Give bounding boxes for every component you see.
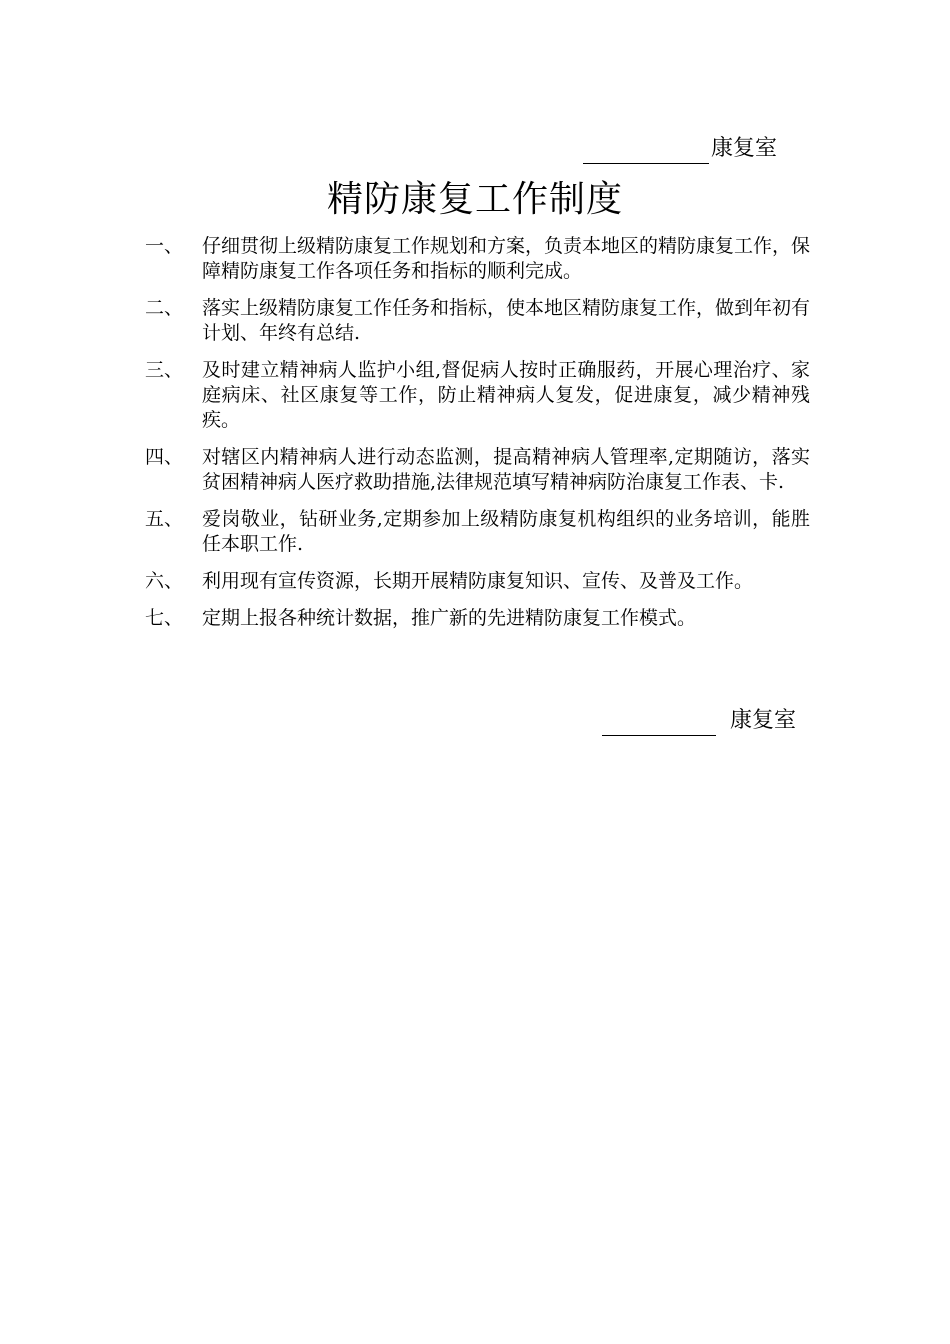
header-department [583,134,777,164]
rule-item [145,358,810,433]
header-blank-line [583,139,709,164]
rule-item [145,234,810,284]
rule-item [145,606,810,631]
rule-item [145,445,810,495]
rule-text: 爱岗敬业，钻研业务,定期参加上级精防康复机构组织的业务培训，能胜任本职工作. [202,508,810,555]
rule-number: 一、 [145,235,184,257]
document-title: 精防康复工作制度 [326,179,623,220]
rule-text: 利用现有宣传资源，长期开展精防康复知识、宣传、及普及工作。 [202,570,754,592]
rule-number: 二、 [145,297,184,319]
rule-item [145,507,810,557]
rule-item [145,296,810,346]
rule-item [145,569,810,594]
rule-number: 四、 [145,446,184,468]
rule-text: 定期上报各种统计数据，推广新的先进精防康复工作模式。 [202,607,697,629]
rule-number: 五、 [145,508,184,530]
rules-list [145,234,810,643]
header-department-label: 康复室 [711,136,778,161]
rule-text: 对辖区内精神病人进行动态监测，提高精神病人管理率,定期随访，落实贫困精神病人医疗救助措施,法律规范填写精神病防治康复工作表、卡. [202,446,810,493]
rule-number: 六、 [145,570,184,592]
footer-department-label: 康复室 [730,708,797,733]
rule-number: 三、 [145,359,184,381]
rule-number: 七、 [145,607,184,629]
rule-text: 落实上级精防康复工作任务和指标，使本地区精防康复工作，做到年初有计划、年终有总结. [202,297,811,344]
footer-blank-line [602,711,716,736]
rule-text: 仔细贯彻上级精防康复工作规划和方案，负责本地区的精防康复工作，保障精防康复工作各项任务和指标的顺利完成。 [202,235,811,282]
footer-department [602,706,796,736]
rule-text: 及时建立精神病人监护小组,督促病人按时正确服药，开展心理治疗、家庭病床、社区康复等工作，防止精神病人复发，促进康复，减少精神残疾。 [202,359,810,431]
